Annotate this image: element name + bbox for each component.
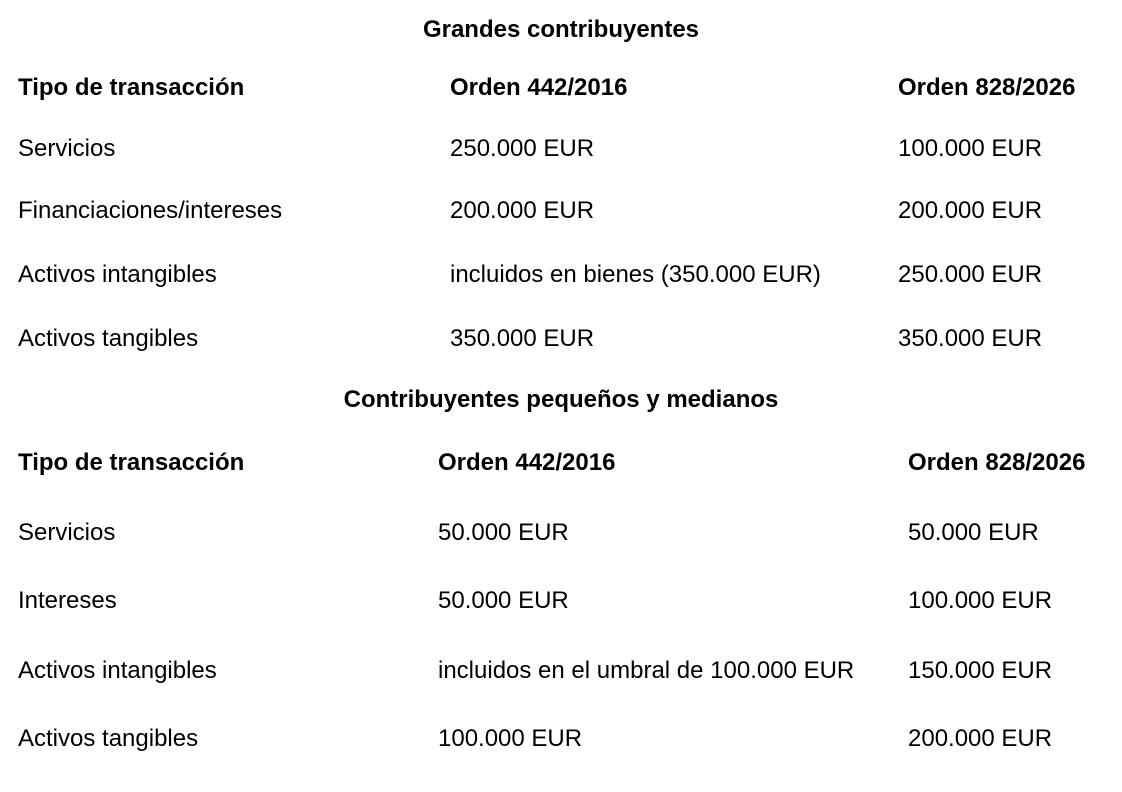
table-header-order-828-2026: Orden 828/2026	[898, 74, 1076, 101]
table-cell-order-442: 50.000 EUR	[438, 519, 569, 546]
table-cell-order-828: 200.000 EUR	[898, 197, 1043, 224]
table-cell-order-828: 50.000 EUR	[908, 519, 1039, 546]
table-cell-transaction-type: Activos tangibles	[18, 725, 199, 752]
table-cell-order-828: 100.000 EUR	[898, 135, 1043, 162]
table-cell-transaction-type: Activos tangibles	[18, 325, 199, 352]
table-cell-order-828: 200.000 EUR	[908, 725, 1053, 752]
table-header-order-442-2016: Orden 442/2016	[438, 449, 616, 476]
table-cell-order-828: 250.000 EUR	[898, 261, 1043, 288]
table-cell-order-442: 50.000 EUR	[438, 587, 569, 614]
table-cell-transaction-type: Financiaciones/intereses	[18, 197, 283, 224]
table-header-transaction-type: Tipo de transacción	[18, 449, 245, 476]
table-header-order-828-2026: Orden 828/2026	[908, 449, 1086, 476]
table-cell-order-442: incluidos en el umbral de 100.000 EUR	[438, 657, 855, 684]
table-header-order-442-2016: Orden 442/2016	[450, 74, 628, 101]
table-header-transaction-type: Tipo de transacción	[18, 74, 245, 101]
table-cell-transaction-type: Servicios	[18, 519, 116, 546]
table-cell-order-828: 100.000 EUR	[908, 587, 1053, 614]
table-cell-order-828: 350.000 EUR	[898, 325, 1043, 352]
table-cell-transaction-type: Activos intangibles	[18, 261, 217, 288]
section-title-small-medium-taxpayers: Contribuyentes pequeños y medianos	[343, 386, 779, 413]
table-cell-transaction-type: Servicios	[18, 135, 116, 162]
table-cell-order-828: 150.000 EUR	[908, 657, 1053, 684]
table-cell-order-442: incluidos en bienes (350.000 EUR)	[450, 261, 821, 288]
table-cell-transaction-type: Activos intangibles	[18, 657, 217, 684]
table-cell-order-442: 100.000 EUR	[438, 725, 583, 752]
section-title-large-taxpayers: Grandes contribuyentes	[422, 16, 700, 43]
table-cell-order-442: 200.000 EUR	[450, 197, 595, 224]
table-cell-transaction-type: Intereses	[18, 587, 117, 614]
table-cell-order-442: 350.000 EUR	[450, 325, 595, 352]
table-cell-order-442: 250.000 EUR	[450, 135, 595, 162]
